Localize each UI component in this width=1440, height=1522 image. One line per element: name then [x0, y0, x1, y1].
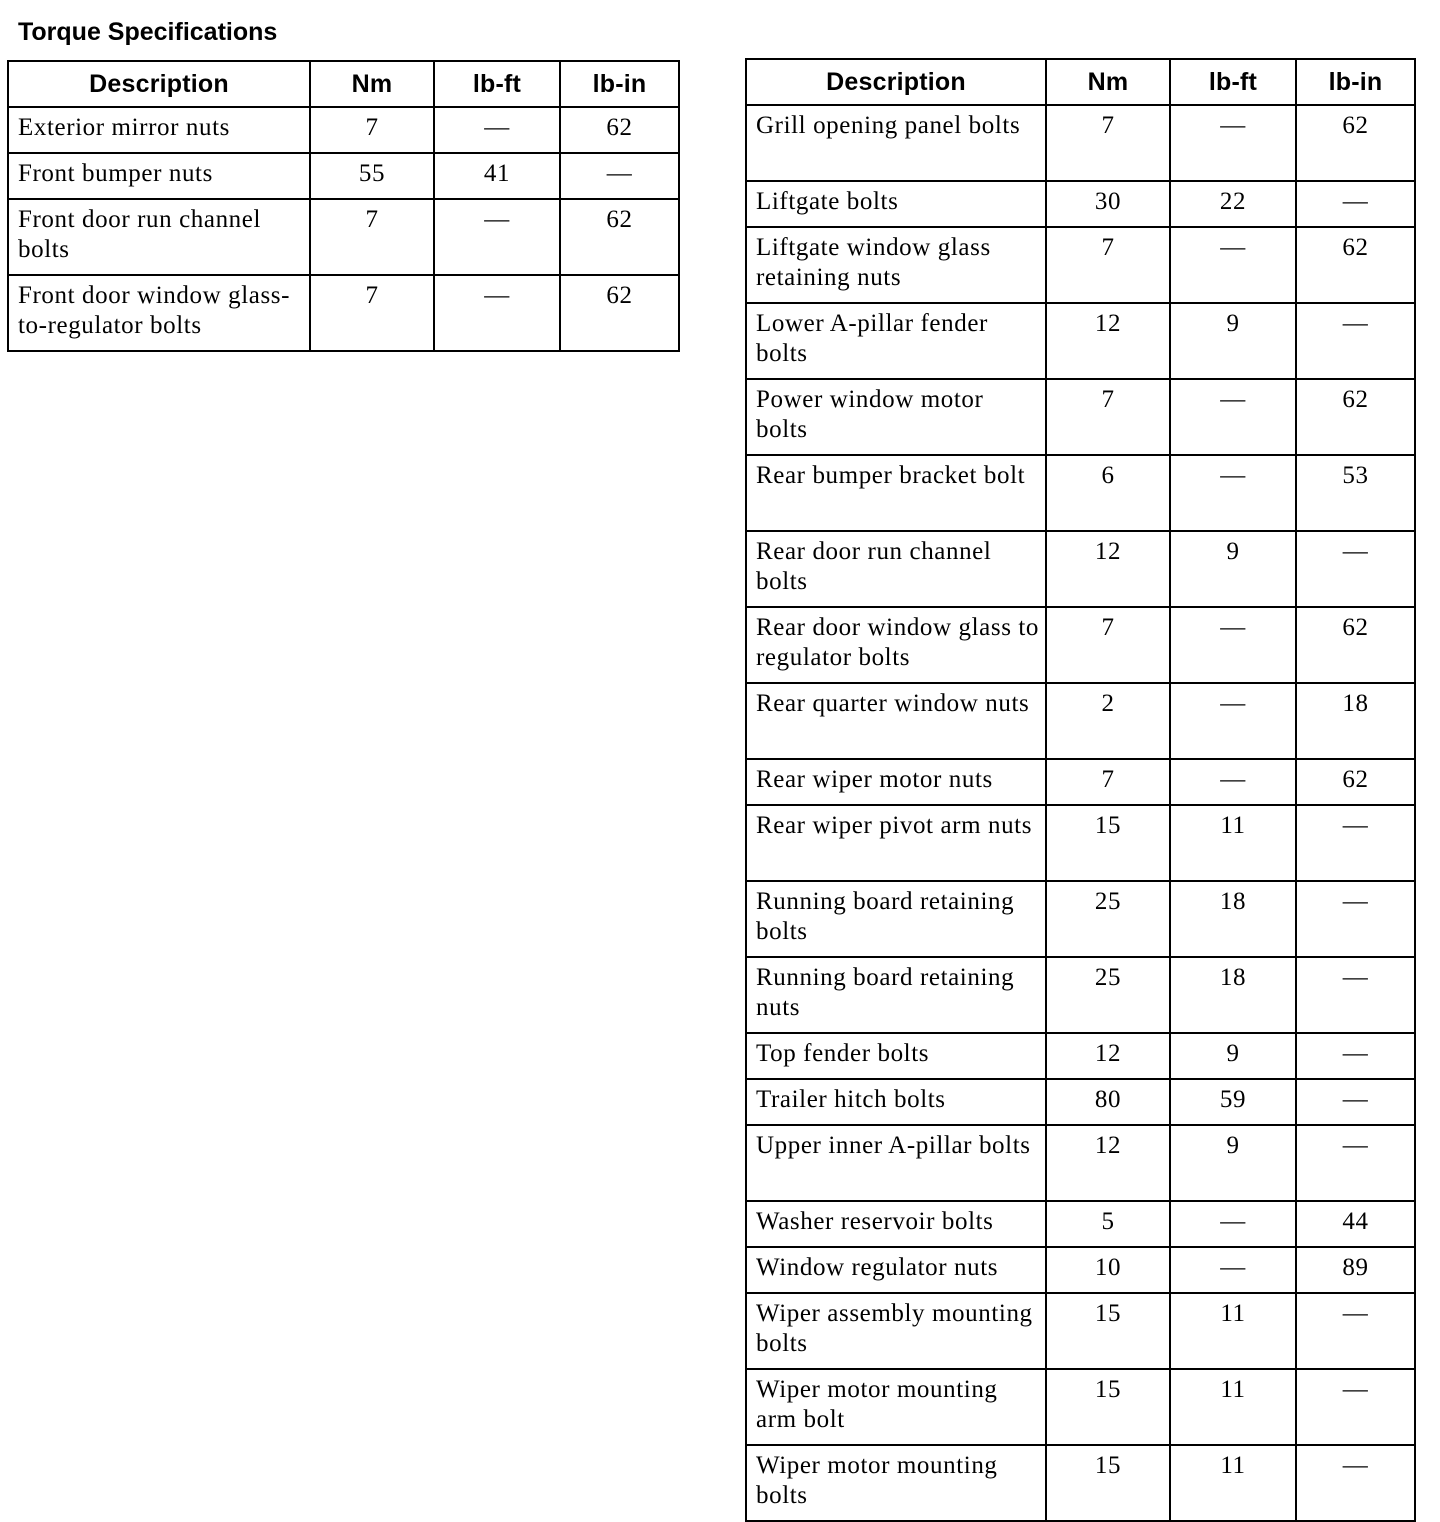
column-header-lb-ft: lb-ft	[434, 61, 560, 107]
cell-description: Front bumper nuts	[8, 153, 310, 199]
cell-lb-in: —	[1296, 805, 1415, 881]
cell-lb-in: —	[1296, 303, 1415, 379]
column-header-lb-in: lb-in	[1296, 59, 1415, 105]
table-row	[746, 881, 1415, 957]
cell-nm: 15	[1046, 1293, 1170, 1369]
table-row	[746, 1033, 1415, 1079]
cell-lb-ft: —	[1170, 227, 1296, 303]
column-header-nm: Nm	[1046, 59, 1170, 105]
cell-nm: 7	[1046, 607, 1170, 683]
cell-nm: 7	[310, 199, 434, 275]
table-row	[746, 1293, 1415, 1369]
cell-nm: 7	[1046, 227, 1170, 303]
cell-nm: 25	[1046, 881, 1170, 957]
cell-lb-ft: 41	[434, 153, 560, 199]
table-row	[746, 1247, 1415, 1293]
cell-lb-ft: —	[1170, 683, 1296, 759]
cell-lb-in: —	[1296, 1125, 1415, 1201]
cell-lb-ft: 11	[1170, 1445, 1296, 1521]
cell-lb-ft: —	[1170, 1247, 1296, 1293]
column-header-description: Description	[8, 61, 310, 107]
torque-table-left	[7, 60, 680, 352]
cell-lb-in: —	[1296, 957, 1415, 1033]
table-row	[746, 957, 1415, 1033]
cell-nm: 15	[1046, 805, 1170, 881]
cell-lb-in: 62	[1296, 227, 1415, 303]
torque-table-right	[745, 58, 1416, 1522]
cell-nm: 12	[1046, 303, 1170, 379]
cell-lb-ft: 18	[1170, 881, 1296, 957]
cell-description: Running board retaining nuts	[746, 957, 1046, 1033]
cell-lb-in: —	[1296, 1293, 1415, 1369]
cell-nm: 5	[1046, 1201, 1170, 1247]
cell-lb-in: 62	[560, 275, 679, 351]
cell-lb-ft: 9	[1170, 1125, 1296, 1201]
cell-nm: 7	[310, 107, 434, 153]
cell-description: Washer reservoir bolts	[746, 1201, 1046, 1247]
cell-lb-ft: 22	[1170, 181, 1296, 227]
cell-lb-in: 62	[1296, 379, 1415, 455]
cell-lb-in: 89	[1296, 1247, 1415, 1293]
column-header-lb-in: lb-in	[560, 61, 679, 107]
cell-nm: 2	[1046, 683, 1170, 759]
cell-nm: 7	[1046, 379, 1170, 455]
cell-lb-ft: 9	[1170, 1033, 1296, 1079]
table-row	[746, 455, 1415, 531]
cell-lb-in: 18	[1296, 683, 1415, 759]
cell-lb-ft: 11	[1170, 1369, 1296, 1445]
cell-lb-ft: —	[434, 107, 560, 153]
cell-nm: 55	[310, 153, 434, 199]
cell-description: Rear wiper motor nuts	[746, 759, 1046, 805]
table-row	[746, 805, 1415, 881]
cell-lb-in: —	[1296, 1033, 1415, 1079]
table-row	[746, 105, 1415, 181]
cell-lb-ft: 9	[1170, 531, 1296, 607]
cell-lb-in: 62	[1296, 607, 1415, 683]
cell-description: Window regulator nuts	[746, 1247, 1046, 1293]
cell-nm: 12	[1046, 1125, 1170, 1201]
table-row	[746, 531, 1415, 607]
cell-lb-in: —	[1296, 531, 1415, 607]
cell-lb-in: 44	[1296, 1201, 1415, 1247]
cell-lb-in: —	[560, 153, 679, 199]
table-row	[746, 227, 1415, 303]
cell-description: Rear bumper bracket bolt	[746, 455, 1046, 531]
table-row	[746, 607, 1415, 683]
cell-description: Rear door window glass to regulator bolts	[746, 607, 1046, 683]
cell-nm: 6	[1046, 455, 1170, 531]
cell-description: Rear quarter window nuts	[746, 683, 1046, 759]
table-header-row	[746, 59, 1415, 105]
cell-lb-in: —	[1296, 181, 1415, 227]
cell-description: Exterior mirror nuts	[8, 107, 310, 153]
cell-description: Power window motor bolts	[746, 379, 1046, 455]
cell-nm: 10	[1046, 1247, 1170, 1293]
column-header-description: Description	[746, 59, 1046, 105]
cell-lb-in: 62	[1296, 759, 1415, 805]
cell-nm: 12	[1046, 1033, 1170, 1079]
table-row	[8, 199, 679, 275]
cell-description: Grill opening panel bolts	[746, 105, 1046, 181]
cell-description: Upper inner A-pillar bolts	[746, 1125, 1046, 1201]
cell-description: Trailer hitch bolts	[746, 1079, 1046, 1125]
cell-description: Liftgate bolts	[746, 181, 1046, 227]
cell-description: Wiper motor mounting bolts	[746, 1445, 1046, 1521]
cell-description: Lower A-pillar fender bolts	[746, 303, 1046, 379]
cell-lb-ft: —	[1170, 607, 1296, 683]
cell-description: Front door window glass-to-regulator bolts	[8, 275, 310, 351]
table-row	[8, 275, 679, 351]
cell-lb-ft: —	[434, 199, 560, 275]
cell-lb-ft: —	[1170, 455, 1296, 531]
cell-lb-in: —	[1296, 1369, 1415, 1445]
table-row	[746, 1445, 1415, 1521]
cell-nm: 80	[1046, 1079, 1170, 1125]
table-header-row	[8, 61, 679, 107]
cell-nm: 25	[1046, 957, 1170, 1033]
cell-lb-in: 53	[1296, 455, 1415, 531]
cell-lb-ft: —	[1170, 379, 1296, 455]
table-row	[746, 379, 1415, 455]
cell-description: Top fender bolts	[746, 1033, 1046, 1079]
cell-description: Liftgate window glass retaining nuts	[746, 227, 1046, 303]
table-row	[746, 683, 1415, 759]
column-header-lb-ft: lb-ft	[1170, 59, 1296, 105]
cell-nm: 12	[1046, 531, 1170, 607]
cell-lb-ft: 18	[1170, 957, 1296, 1033]
table-row	[8, 107, 679, 153]
table-row	[746, 1201, 1415, 1247]
cell-nm: 15	[1046, 1445, 1170, 1521]
cell-lb-in: —	[1296, 1445, 1415, 1521]
cell-lb-ft: —	[434, 275, 560, 351]
cell-nm: 15	[1046, 1369, 1170, 1445]
cell-nm: 7	[1046, 759, 1170, 805]
cell-lb-in: —	[1296, 881, 1415, 957]
cell-lb-ft: 11	[1170, 1293, 1296, 1369]
page-title: Torque Specifications	[18, 18, 278, 46]
cell-lb-ft: —	[1170, 105, 1296, 181]
cell-description: Wiper assembly mounting bolts	[746, 1293, 1046, 1369]
cell-nm: 7	[310, 275, 434, 351]
cell-description: Rear door run channel bolts	[746, 531, 1046, 607]
table-row	[746, 1369, 1415, 1445]
cell-nm: 30	[1046, 181, 1170, 227]
cell-lb-ft: —	[1170, 759, 1296, 805]
cell-lb-in: 62	[560, 107, 679, 153]
column-header-nm: Nm	[310, 61, 434, 107]
table-row	[8, 153, 679, 199]
table-row	[746, 1125, 1415, 1201]
cell-description: Running board retaining bolts	[746, 881, 1046, 957]
cell-description: Wiper motor mounting arm bolt	[746, 1369, 1046, 1445]
table-row	[746, 181, 1415, 227]
table-row	[746, 759, 1415, 805]
cell-nm: 7	[1046, 105, 1170, 181]
table-row	[746, 303, 1415, 379]
cell-lb-ft: 59	[1170, 1079, 1296, 1125]
cell-lb-in: 62	[1296, 105, 1415, 181]
table-row	[746, 1079, 1415, 1125]
cell-description: Rear wiper pivot arm nuts	[746, 805, 1046, 881]
cell-lb-ft: 11	[1170, 805, 1296, 881]
cell-lb-ft: —	[1170, 1201, 1296, 1247]
cell-lb-in: 62	[560, 199, 679, 275]
cell-lb-ft: 9	[1170, 303, 1296, 379]
cell-description: Front door run channel bolts	[8, 199, 310, 275]
cell-lb-in: —	[1296, 1079, 1415, 1125]
